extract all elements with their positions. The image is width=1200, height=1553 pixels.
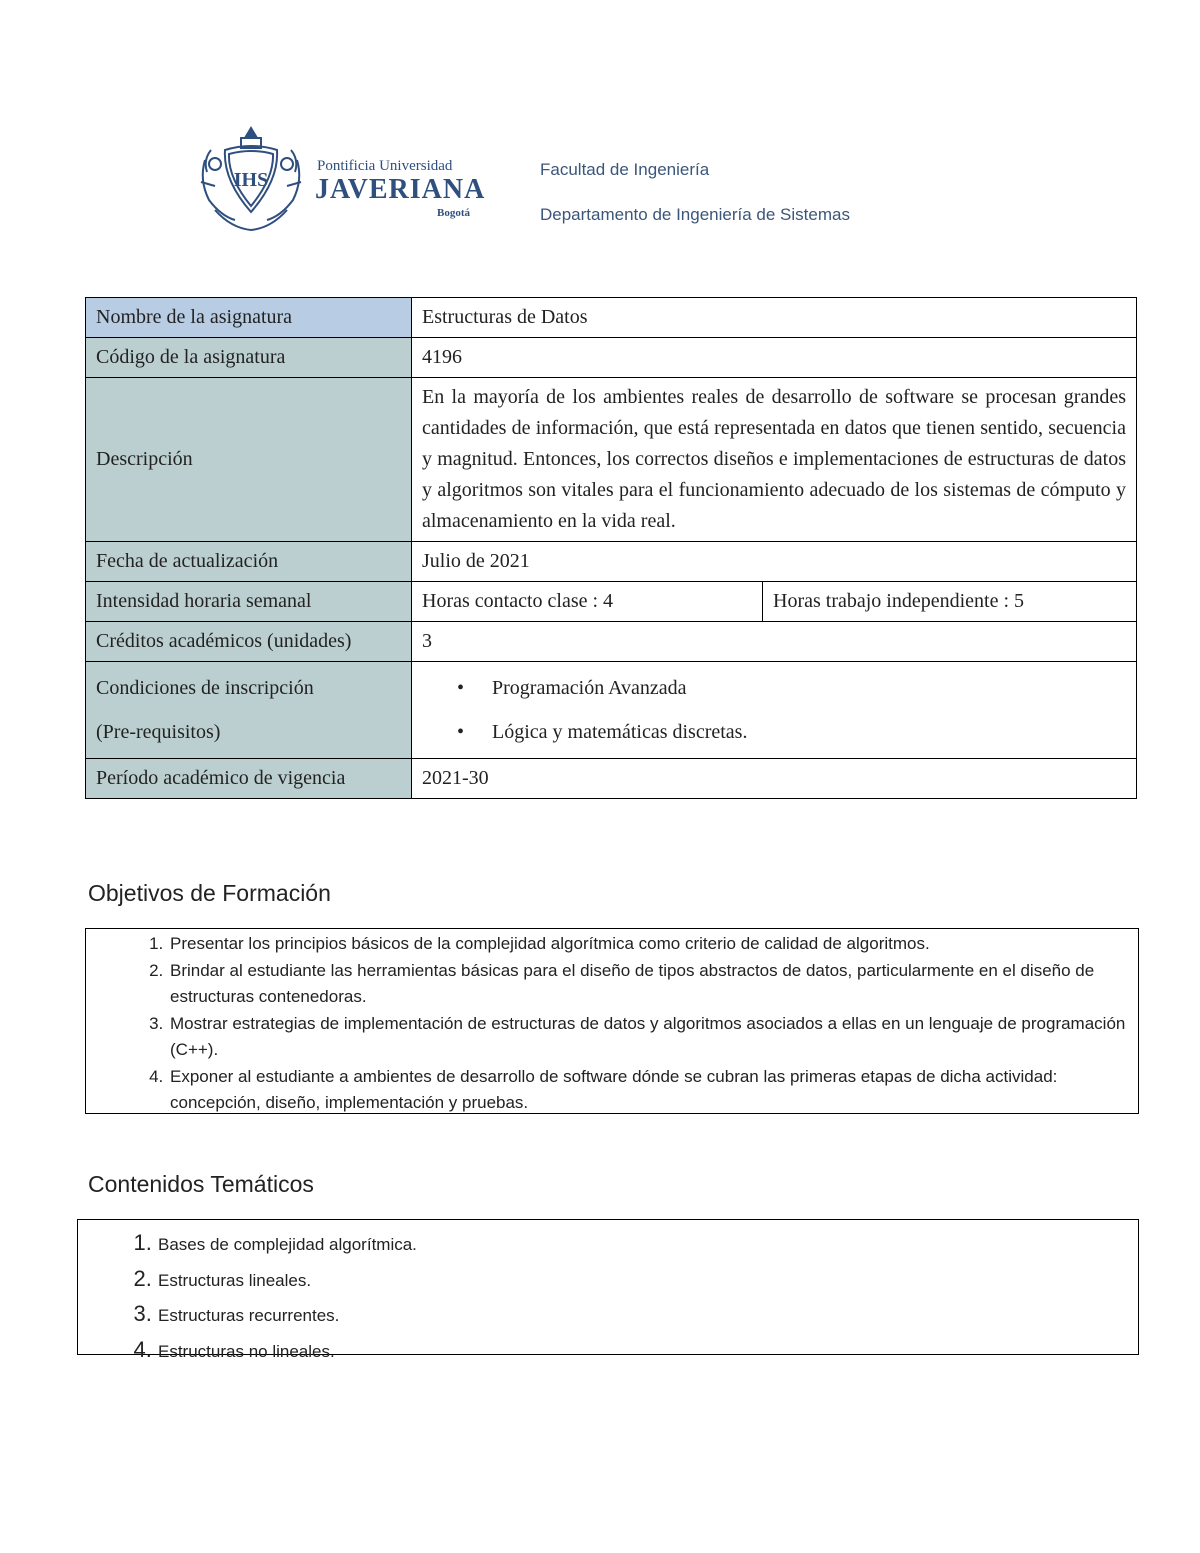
objectives-box: [85, 928, 1139, 1114]
credits-label: Créditos académicos (unidades): [86, 622, 412, 662]
university-logo: [195, 120, 485, 235]
department-name: Departamento de Ingeniería de Sistemas: [540, 205, 850, 224]
prerequisites-label: [86, 662, 412, 759]
table-row: [86, 378, 1137, 542]
list-item: • Lógica y matemáticas discretas.: [492, 710, 1126, 754]
table-row: [86, 759, 1137, 799]
course-name-value: Estructuras de Datos: [412, 298, 1137, 338]
table-row: [86, 542, 1137, 582]
university-seal-icon: [195, 120, 307, 235]
table-row: [86, 662, 1137, 759]
list-item: 1. Bases de complejidad algorítmica.: [158, 1226, 1138, 1262]
academic-period-value: 2021-30: [412, 759, 1137, 799]
list-item: 2. Estructuras lineales.: [158, 1262, 1138, 1298]
course-info-table: [85, 297, 1137, 799]
logo-line-1: Pontificia Universidad: [317, 158, 453, 174]
document-header: [195, 120, 955, 240]
prerequisites-list: [422, 666, 1126, 754]
course-code-label: Código de la asignatura: [86, 338, 412, 378]
prerequisites-value: [412, 662, 1137, 759]
academic-period-label: Período académico de vigencia: [86, 759, 412, 799]
list-item: • Programación Avanzada: [492, 666, 1126, 710]
objectives-title: Objetivos de Formación: [88, 880, 331, 906]
list-item: 2. Brindar al estudiante las herramientas básicas para el diseño de tipos abstractos de datos, particularmente en el diseño de estructuras contenedoras.: [168, 958, 1138, 1011]
course-name-label: Nombre de la asignatura: [86, 298, 412, 338]
objectives-list: [86, 931, 1138, 1117]
description-label: Descripción: [86, 378, 412, 542]
list-item: 3. Estructuras recurrentes.: [158, 1297, 1138, 1333]
course-code-value: 4196: [412, 338, 1137, 378]
contents-list: [78, 1226, 1138, 1368]
contents-title: Contenidos Temáticos: [88, 1171, 314, 1197]
table-row: [86, 338, 1137, 378]
table-row: [86, 622, 1137, 662]
list-item: 4. Exponer al estudiante a ambientes de desarrollo de software dónde se cubran las primeras etapas de dicha actividad: concepción, diseño, implementación y pruebas.: [168, 1064, 1138, 1117]
table-row: [86, 298, 1137, 338]
table-row: [86, 582, 1137, 622]
list-item: 4. Estructuras no lineales.: [158, 1333, 1138, 1369]
logo-line-2: JAVERIANA: [315, 174, 486, 205]
description-value: En la mayoría de los ambientes reales de desarrollo de software se procesan grandes cantidades de información, que está representada en datos que tienen sentido, secuencia y magnitud. Entonces, los correctos diseños e implementaciones de estructuras de datos y algoritmos son vitales para el funcionamiento adecuado de los sistemas de cómputo y almacenamiento en la vida real.: [412, 378, 1137, 542]
weekly-hours-label: Intensidad horaria semanal: [86, 582, 412, 622]
contact-hours-value: Horas contacto clase : 4: [412, 582, 763, 622]
list-item: 3. Mostrar estrategias de implementación de estructuras de datos y algoritmos asociados a ellas en un lenguaje de programación (C++).: [168, 1011, 1138, 1064]
contents-box: [77, 1219, 1139, 1361]
list-item: 1. Presentar los principios básicos de la complejidad algorítmica como criterio de calidad de algoritmos.: [168, 931, 1138, 958]
independent-hours-value: Horas trabajo independiente : 5: [763, 582, 1137, 622]
update-date-label: Fecha de actualización: [86, 542, 412, 582]
update-date-value: Julio de 2021: [412, 542, 1137, 582]
prerequisites-label-line-2: (Pre-requisitos): [96, 721, 221, 743]
faculty-name: Facultad de Ingeniería: [540, 160, 710, 179]
logo-line-3: Bogotá: [437, 207, 470, 219]
svg-text:IHS: IHS: [233, 169, 269, 191]
prerequisites-label-line-1: Condiciones de inscripción: [96, 677, 314, 699]
credits-value: 3: [412, 622, 1137, 662]
